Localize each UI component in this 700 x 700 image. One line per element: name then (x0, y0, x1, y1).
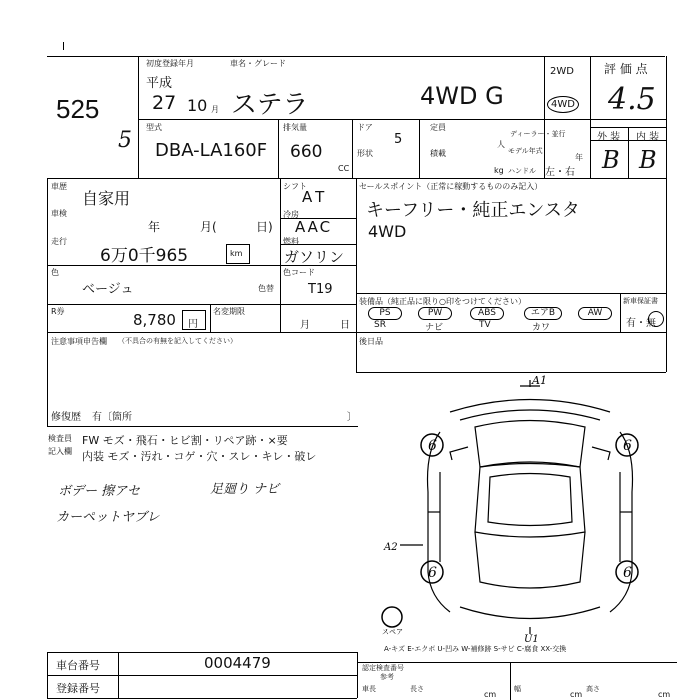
equip-tv: TV (479, 320, 491, 330)
cc-unit: CC (338, 164, 350, 173)
kg-unit: kg (494, 166, 504, 175)
inspector-label-1: 検査員 (48, 434, 72, 443)
aircon-label: 冷房 (283, 210, 299, 219)
door-label: ドア (357, 123, 373, 132)
first-reg-label: 初度登録年月 (146, 59, 194, 68)
shaken-label: 車検 (51, 209, 67, 218)
side-mark: 5 (118, 128, 132, 153)
color-change-label: 色替 (258, 284, 274, 293)
repair-value: 有〔箇所 (92, 412, 132, 423)
shift: AT (302, 188, 329, 206)
usage-label: 車歴 (51, 182, 67, 191)
color-label: 色 (51, 268, 59, 277)
recycle-amount: 8,780 (133, 311, 176, 329)
shaken-year: 年 (148, 220, 161, 234)
usage: 自家用 (82, 189, 131, 208)
mark-top: A1 (532, 374, 547, 387)
handwritten-line1: ボデー 擦アセ (58, 484, 141, 499)
new-warranty-label: 新車保証書 (623, 297, 658, 305)
color-code: T19 (308, 282, 333, 297)
equipment-label: 装備品（純正品に限り○印をつけてください） (359, 297, 526, 306)
mark-bottom: U1 (524, 634, 539, 642)
spare-label: スペア (382, 628, 403, 636)
person-unit: 人 (497, 140, 505, 149)
grade: 4WD G (420, 82, 504, 110)
chassis-label: 車台番号 (56, 659, 100, 672)
new-warranty: 有・無 (626, 318, 656, 329)
sales-point-line1: キーフリー・純正エンスタ (366, 200, 580, 221)
recycle-label: R券 (51, 307, 65, 316)
inspector-row2: 内装 モズ・汚れ・コゲ・穴・スレ・キレ・破レ (82, 450, 317, 463)
equip-leather: カワ (532, 323, 551, 333)
model-year-label: モデル年式 (508, 147, 543, 155)
shaken-day: 日) (256, 220, 273, 234)
car-name: ステラ (231, 90, 309, 120)
notes-sub: （不具合の有無を記入してください） (118, 337, 237, 345)
shaken-month: 月( (200, 220, 217, 234)
sales-point-line2: 4WD (368, 222, 407, 241)
mileage: 6万0千965 (100, 246, 189, 266)
doors: 5 (394, 132, 403, 147)
cm-1: cm (484, 690, 497, 699)
equip-pw: PW (418, 307, 452, 320)
reg-month: 10 (187, 96, 208, 115)
notes-label: 注意事項申告欄 (51, 337, 107, 346)
model-label: 型式 (146, 123, 162, 132)
displacement: 660 (290, 142, 323, 162)
width-label: 幅 (514, 685, 521, 693)
shift-label: シフト (283, 182, 307, 191)
mark-left: A2 (384, 542, 398, 553)
capacity-label: 定員 (430, 123, 446, 132)
displacement-label: 排気量 (283, 123, 307, 132)
recycle-unit: 円 (188, 319, 198, 330)
tire-mark-rl: 6 (428, 565, 437, 581)
era: 平成 (146, 76, 173, 91)
mileage-label: 走行 (51, 237, 67, 246)
drive-2wd: 2WD (550, 66, 574, 77)
size-label: 車長 (362, 685, 376, 693)
meigi-label: 名変期限 (213, 307, 245, 316)
interior-grade: B (639, 146, 657, 174)
car-grade-label: 車名・グレード (230, 59, 286, 68)
fuel: ガソリン (284, 248, 345, 266)
lot-number: 525 (56, 94, 100, 124)
shape-label: 形状 (357, 149, 373, 158)
equip-aw: AW (578, 307, 612, 320)
equip-ps: PS (368, 307, 402, 320)
equip-sr: SR (374, 320, 386, 330)
color: ベージュ (82, 282, 134, 297)
reg-year: 27 (152, 92, 177, 114)
cm-3: cm (658, 690, 671, 699)
exterior-label: 外 装 (597, 132, 621, 143)
model-code: DBA-LA160F (155, 140, 268, 161)
equip-navi: ナビ (425, 323, 444, 333)
fuel-label: 燃料 (283, 237, 299, 246)
equip-airbag: エアB (524, 307, 562, 320)
repair-label: 修復歴 (51, 412, 81, 423)
inspector-label-2: 記入欄 (48, 447, 72, 456)
equip-abs: ABS (470, 307, 504, 320)
overall-score: 4.5 (608, 82, 656, 117)
meigi-day: 日 (340, 320, 350, 331)
mileage-unit: km (230, 249, 243, 258)
car-damage-diagram (380, 372, 680, 642)
reg-label: 登録番号 (56, 682, 100, 695)
handwritten-line2: カーペットヤブレ (56, 510, 160, 525)
year-unit: 年 (575, 153, 583, 162)
handwritten-line1b: 足廻り ナビ (210, 482, 280, 497)
tire-mark-fl: 6 (428, 438, 437, 454)
height-label: 高さ (586, 685, 600, 693)
diagram-legend: A-キズ E-エクボ U-凹み W-補修跡 S-サビ C-腐食 XX-交換 (384, 645, 567, 653)
cert-label: 認定検査番号 (362, 664, 404, 672)
handle-label: ハンドル (508, 167, 536, 175)
tire-mark-fr: 6 (623, 438, 632, 454)
cm-2: cm (570, 690, 583, 699)
length-label: 長さ (410, 685, 424, 693)
repair-close: 〕 (347, 412, 357, 423)
ref-label: 参考 (380, 673, 394, 681)
handle-side: 左・右 (545, 167, 575, 178)
color-code-label: 色コード (283, 268, 315, 277)
load-label: 積載 (430, 149, 446, 158)
inspector-row1: FW モズ・飛石・ヒビ割・リペア跡・×要 (82, 434, 288, 447)
sales-points-label: セールスポイント（正常に稼動するもののみ記入） (359, 182, 543, 191)
score-label: 評 価 点 (604, 62, 648, 76)
aircon: AAC (295, 218, 333, 236)
exterior-grade: B (602, 146, 620, 174)
rear-label: 後日品 (359, 337, 383, 346)
meigi-month: 月 (300, 320, 310, 331)
interior-label: 内 装 (636, 132, 660, 143)
tire-mark-rr: 6 (623, 565, 632, 581)
dealer-label: ディーラー・並行 (510, 130, 566, 138)
chassis-number: 0004479 (204, 654, 271, 672)
drive-4wd-circled: 4WD (547, 96, 579, 113)
month-unit: 月 (211, 105, 219, 114)
